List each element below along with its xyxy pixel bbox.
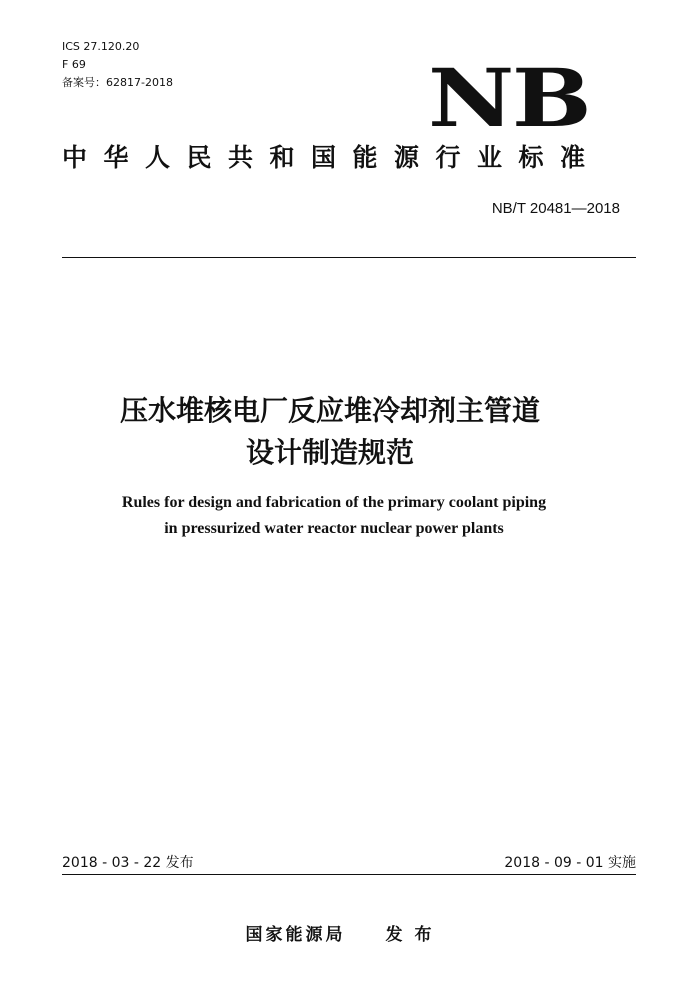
chinese-title-line-2: 设计制造规范 [245, 436, 414, 469]
standard-number: NB/T 20481—2018 [491, 200, 620, 217]
classification-code: F 69 [62, 58, 86, 71]
publisher-action: 发 布 [385, 925, 435, 945]
bottom-divider [62, 874, 636, 875]
english-title-line-2: in pressurized water reactor nuclear power plants [164, 520, 504, 537]
english-title [0, 490, 668, 542]
implementation-date: 2018 - 09 - 01 实施 [504, 855, 636, 871]
industry-standard-title: 中华人民共和国能源行业标准 [62, 143, 602, 172]
chinese-title-line-1: 压水堆核电厂反应堆冷却剂主管道 [119, 394, 540, 427]
standard-meta [62, 38, 173, 92]
filing-number: 备案号：62817-2018 [62, 76, 173, 89]
ics-code: ICS 27.120.20 [62, 40, 140, 53]
issue-date: 2018 - 03 - 22 发布 [62, 855, 194, 871]
publisher-name: 国家能源局 [245, 925, 346, 945]
top-divider [62, 257, 636, 258]
nb-logo: NB [428, 51, 590, 145]
english-title-line-1: Rules for design and fabrication of the primary coolant piping [121, 494, 547, 511]
chinese-title [0, 390, 660, 474]
publisher [0, 920, 680, 945]
